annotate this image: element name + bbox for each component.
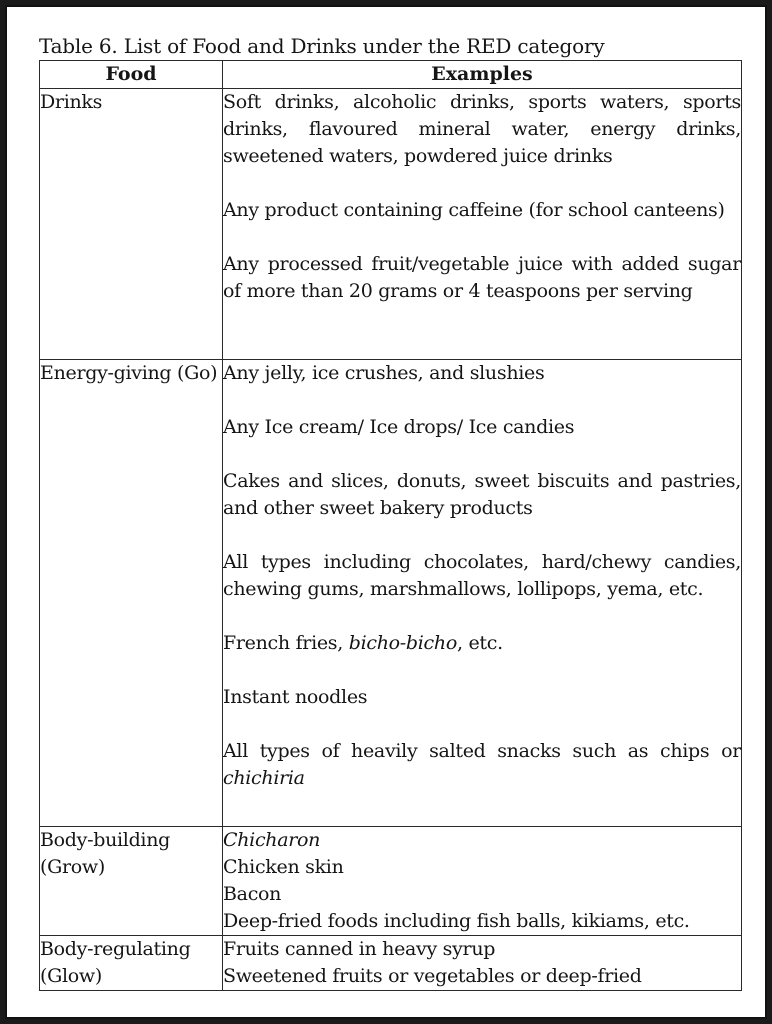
example-line: Bacon [223, 883, 282, 905]
examples-cell-body-building [223, 827, 742, 936]
example-text-part: French fries, [223, 632, 349, 654]
table-row-energy-giving [40, 360, 742, 827]
examples-cell-body-regulating [223, 936, 742, 991]
food-cell-energy-giving: Energy-giving (Go) [40, 360, 223, 827]
examples-cell-drinks [223, 89, 742, 360]
table-header-row [40, 61, 742, 89]
example-text: Any product containing caffeine (for school canteens) [223, 199, 725, 221]
food-drinks-table [39, 60, 742, 991]
example-line: Fruits canned in heavy syrup [223, 938, 496, 960]
examples-cell-energy-giving [223, 360, 742, 827]
food-cell-body-regulating: Body-regulating (Glow) [40, 936, 223, 991]
example-text-italic: chichiria [223, 767, 305, 789]
example-text: Instant noodles [223, 686, 368, 708]
example-text: Any Ice cream/ Ice drops/ Ice candies [223, 416, 575, 438]
food-cell-body-building: Body-building (Grow) [40, 827, 223, 936]
example-line: Sweetened fruits or vegetables or deep-fried [223, 965, 642, 987]
example-text: All types including chocolates, hard/chewy candies, chewing gums, marshmallows, lollipops, yema, etc. [223, 551, 741, 600]
example-text-italic: bicho-bicho [348, 632, 457, 654]
example-text: Any jelly, ice crushes, and slushies [223, 362, 545, 384]
example-text-part: All types of heavily salted snacks such as chips or [223, 740, 741, 762]
food-cell-drinks: Drinks [40, 89, 223, 360]
example-text: Soft drinks, alcoholic drinks, sports waters, sports drinks, flavoured mineral water, energy drinks, sweetened waters, powdered juice drinks [223, 91, 741, 167]
example-text-part: , etc. [456, 632, 503, 654]
example-text: Any processed fruit/vegetable juice with added sugar of more than 20 grams or 4 teaspoons per serving [223, 253, 741, 302]
example-text: Cakes and slices, donuts, sweet biscuits and pastries, and other sweet bakery products [223, 470, 741, 519]
document-page [5, 5, 767, 1019]
table-row-body-building [40, 827, 742, 936]
example-text [223, 738, 741, 792]
example-line: Chicharon [223, 829, 321, 851]
example-text [223, 630, 741, 657]
table-caption: Table 6. List of Food and Drinks under the RED category [39, 34, 605, 58]
column-header-food: Food [40, 61, 223, 89]
example-line: Deep-fried foods including fish balls, kikiams, etc. [223, 910, 690, 932]
table-row-drinks [40, 89, 742, 360]
table-row-body-regulating [40, 936, 742, 991]
example-line: Chicken skin [223, 856, 344, 878]
column-header-examples: Examples [223, 61, 742, 89]
